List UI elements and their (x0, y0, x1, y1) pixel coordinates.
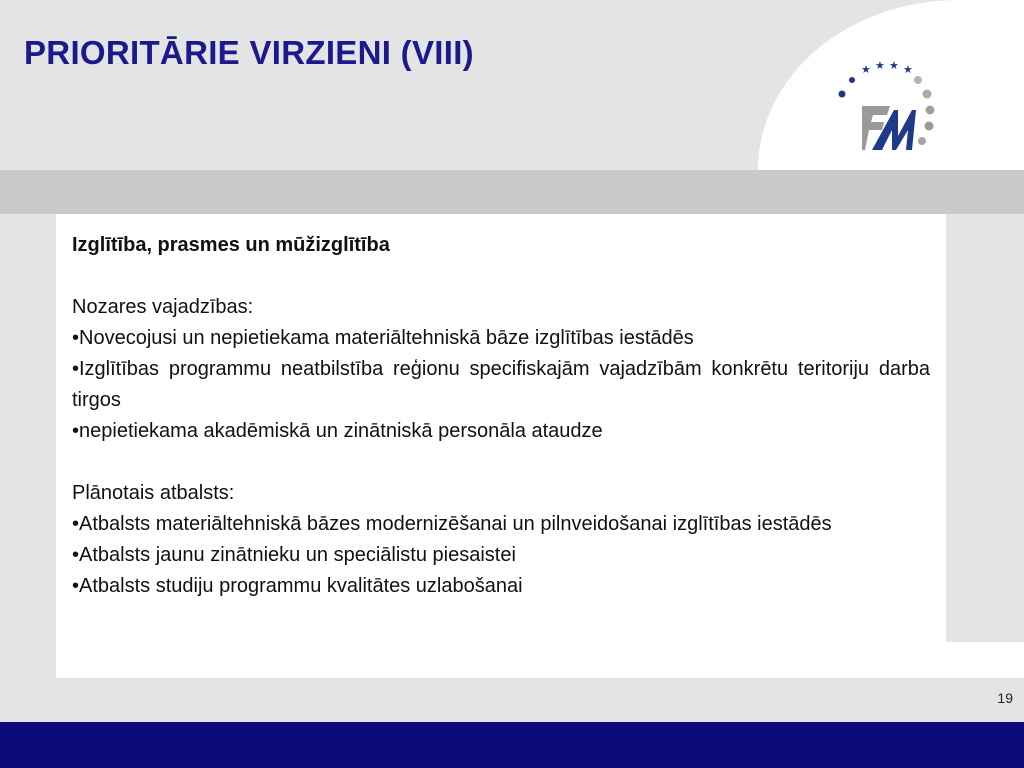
bottom-band (0, 678, 1024, 722)
bullet-item: •Atbalsts jaunu zinātnieku un speciālistu piesaistei (72, 544, 516, 566)
right-band (946, 214, 1024, 642)
slide-title: PRIORITĀRIE VIRZIENI (VIII) (24, 34, 474, 71)
bullet-item: •Izglītības programmu neatbilstība reģionu specifiskajām vajadzībām konkrētu teritoriju darba tirgos (72, 358, 930, 411)
bullet-item: •Atbalsts studiju programmu kvalitātes uzlabošanai (72, 575, 523, 597)
content-heading: Izglītība, prasmes un mūžizglītība (72, 234, 390, 256)
page-number: 19 (997, 690, 1013, 706)
bullet-item: •Atbalsts materiāltehniskā bāzes modernizēšanai un pilnveidošanai izglītības iestādēs (72, 513, 832, 535)
logo-star: ★ (889, 59, 899, 72)
logo-star: ★ (861, 63, 871, 76)
section-label: Plānotais atbalsts: (72, 482, 235, 504)
logo-star: ★ (903, 63, 913, 76)
logo-dot (926, 106, 935, 115)
logo-dot (925, 122, 934, 131)
section-label: Nozares vajadzības: (72, 296, 254, 318)
bullet-item: •nepietiekama akadēmiskā un zinātniskā personāla ataudze (72, 420, 603, 442)
ministry-logo (832, 58, 942, 158)
left-strip (0, 214, 56, 678)
logo-dot (849, 77, 855, 83)
logo-dot (914, 76, 922, 84)
logo-dot (923, 90, 932, 99)
logo-star: ★ (875, 59, 885, 72)
logo-dot (918, 137, 926, 145)
header-divider-band (0, 170, 1024, 214)
footer-bar (0, 722, 1024, 768)
slide-body (72, 230, 930, 602)
logo-dot (839, 91, 846, 98)
bullet-item: •Novecojusi un nepietiekama materiāltehniskā bāze izglītības iestādēs (72, 327, 694, 349)
